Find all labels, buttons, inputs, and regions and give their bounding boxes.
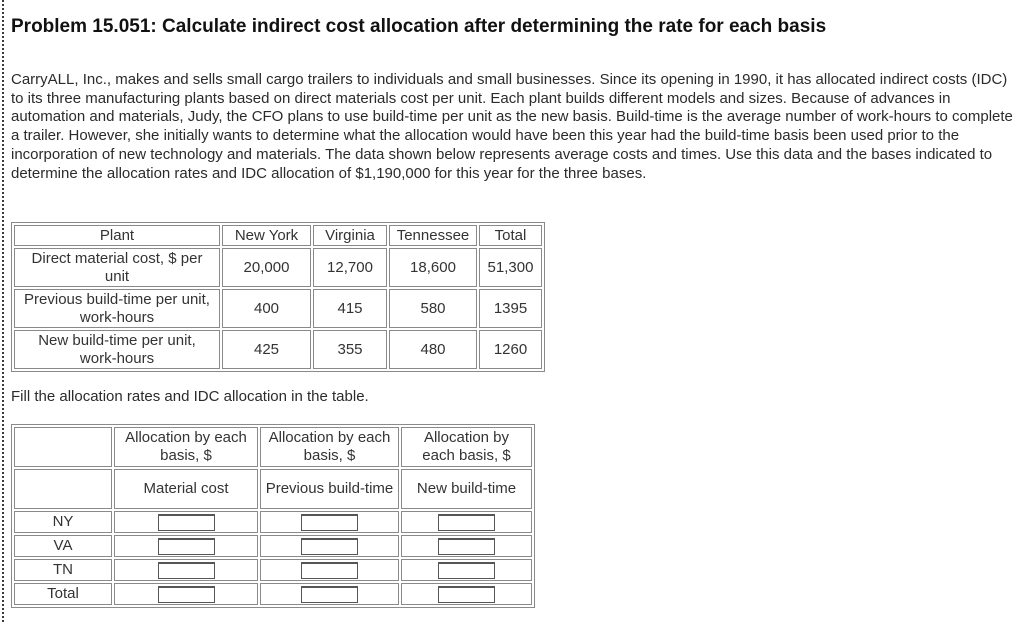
table-row [14, 289, 542, 328]
plant-data-table [11, 222, 545, 372]
answer-cell [260, 583, 399, 605]
answer-cell [260, 511, 399, 533]
answer-row-va [14, 535, 532, 557]
cell-value: 20,000 [222, 248, 311, 287]
answer-row-ny [14, 511, 532, 533]
va-new-input[interactable] [438, 538, 495, 555]
answer-basis-row [14, 469, 532, 509]
answer-cell [401, 511, 532, 533]
header-plant: Plant [14, 225, 220, 246]
answer-cell [114, 559, 258, 581]
answer-row-total [14, 583, 532, 605]
answer-cell [260, 559, 399, 581]
fill-instruction: Fill the allocation rates and IDC allocation in the table. [11, 388, 369, 405]
answer-header-row [14, 427, 532, 467]
left-dotted-rule [2, 0, 4, 622]
va-material-input[interactable] [158, 538, 215, 555]
tn-previous-input[interactable] [301, 562, 358, 579]
ny-previous-input[interactable] [301, 514, 358, 531]
basis-new-build-time: New build-time [401, 469, 532, 509]
answer-cell [114, 583, 258, 605]
problem-intro: CarryALL, Inc., makes and sells small cargo trailers to individuals and small businesses. Since its opening in 1990, it has allocated indirect costs (IDC) to its three manufacturing plants based on direct materials cost per unit. Each plant builds different models and sizes. Because of advances in automation and materials, Judy, the CFO plans to use build-time per unit as the new basis. Build-time is the average number of work-hours to complete a trailer. However, she initially wants to determine what the allocation would have been this year had the build-time basis been used prior to the incorporation of new technology and materials. The data shown below represents average costs and times. Use this data and the bases indicated to determine the allocation rates and IDC allocation of $1,190,000 for this year for the three bases. [11, 71, 1013, 182]
cell-value: 355 [313, 330, 387, 369]
tn-new-input[interactable] [438, 562, 495, 579]
va-previous-input[interactable] [301, 538, 358, 555]
total-previous-input[interactable] [301, 586, 358, 603]
header-allocation-new: Allocation by each basis, $ [401, 427, 532, 467]
blank-basis-cell [14, 469, 112, 509]
allocation-answer-table [11, 424, 535, 608]
cell-value: 1260 [479, 330, 542, 369]
ny-material-input[interactable] [158, 514, 215, 531]
row-label-tn: TN [14, 559, 112, 581]
row-label-previous-build-time: Previous build-time per unit, work-hours [14, 289, 220, 328]
answer-cell [401, 583, 532, 605]
total-material-input[interactable] [158, 586, 215, 603]
cell-value: 425 [222, 330, 311, 369]
header-allocation-previous: Allocation by each basis, $ [260, 427, 399, 467]
cell-value: 400 [222, 289, 311, 328]
answer-cell [260, 535, 399, 557]
header-allocation-material: Allocation by each basis, $ [114, 427, 258, 467]
header-virginia: Virginia [313, 225, 387, 246]
header-tennessee: Tennessee [389, 225, 477, 246]
cell-value: 51,300 [479, 248, 542, 287]
basis-previous-build-time: Previous build-time [260, 469, 399, 509]
ny-new-input[interactable] [438, 514, 495, 531]
cell-value: 580 [389, 289, 477, 328]
answer-cell [401, 559, 532, 581]
answer-cell [114, 511, 258, 533]
row-label-direct-material: Direct material cost, $ per unit [14, 248, 220, 287]
header-total: Total [479, 225, 542, 246]
cell-value: 480 [389, 330, 477, 369]
table-row [14, 248, 542, 287]
basis-material-cost: Material cost [114, 469, 258, 509]
total-new-input[interactable] [438, 586, 495, 603]
row-label-ny: NY [14, 511, 112, 533]
answer-cell [401, 535, 532, 557]
answer-row-tn [14, 559, 532, 581]
row-label-new-build-time: New build-time per unit, work-hours [14, 330, 220, 369]
cell-value: 18,600 [389, 248, 477, 287]
tn-material-input[interactable] [158, 562, 215, 579]
cell-value: 1395 [479, 289, 542, 328]
table-header-row [14, 225, 542, 246]
cell-value: 415 [313, 289, 387, 328]
answer-cell [114, 535, 258, 557]
header-new-york: New York [222, 225, 311, 246]
blank-header-cell [14, 427, 112, 467]
cell-value: 12,700 [313, 248, 387, 287]
row-label-va: VA [14, 535, 112, 557]
problem-title: Problem 15.051: Calculate indirect cost allocation after determining the rate for each basis [11, 16, 827, 37]
row-label-total: Total [14, 583, 112, 605]
table-row [14, 330, 542, 369]
